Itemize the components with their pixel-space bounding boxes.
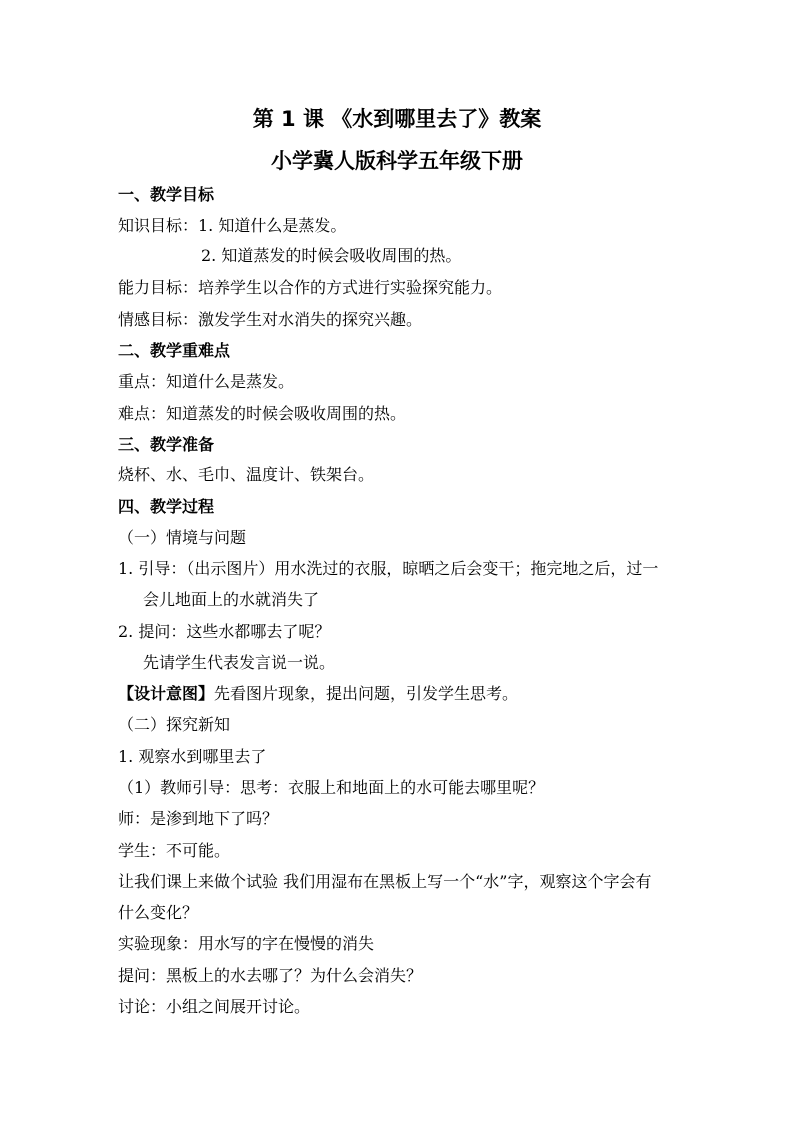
design-intent-label: 【设计意图】 — [118, 684, 215, 703]
paragraph-student-speak: 先请学生代表发言说一说。 — [143, 653, 336, 672]
explore-step-1: 1. 观察水到哪里去了 — [118, 747, 267, 766]
subsection-explore: （二）探究新知 — [118, 715, 231, 734]
experiment-line1: 让我们课上来做个试验 我们用湿布在黑板上写一个“水”字，观察这个字会有 — [118, 872, 652, 891]
section-heading-keypoints: 二、教学重难点 — [118, 341, 231, 360]
page-subtitle: 小学冀人版科学五年级下册 — [271, 149, 523, 173]
explore-teacher-question: 师：是渗到地下了吗？ — [118, 809, 279, 828]
ability-goal: 能力目标：培养学生以合作的方式进行实验探究能力。 — [118, 278, 503, 297]
preparation-items: 烧杯、水、毛巾、温度计、铁架台。 — [118, 465, 375, 484]
section-heading-goals: 一、教学目标 — [118, 185, 215, 204]
experiment-question: 提问：黑板上的水去哪了？为什么会消失？ — [118, 966, 423, 985]
knowledge-goal-1: 知识目标：1. 知道什么是蒸发。 — [118, 216, 347, 235]
explore-teacher-guide: （1）教师引导：思考：衣服上和地面上的水可能去哪里呢？ — [118, 778, 545, 797]
section-heading-preparation: 三、教学准备 — [118, 435, 215, 454]
experiment-phenomenon: 实验现象：用水写的字在慢慢的消失 — [118, 934, 375, 953]
knowledge-goal-2: 2. 知道蒸发的时候会吸收周围的热。 — [201, 246, 462, 265]
section-heading-process: 四、教学过程 — [118, 497, 215, 516]
design-intent-text: 先看图片现象，提出问题，引发学生思考。 — [214, 684, 519, 703]
experiment-discussion: 讨论：小组之间展开讨论。 — [118, 997, 311, 1016]
key-point: 重点：知道什么是蒸发。 — [118, 372, 295, 391]
paragraph-guide-line1: 1. 引导：（出示图片）用水洗过的衣服，晾晒之后会变干；拖完地之后，过一 — [118, 559, 659, 578]
paragraph-guide-line2: 会儿地面上的水就消失了 — [143, 590, 320, 609]
page-title: 第 1 课 《水到哪里去了》教案 — [252, 107, 542, 131]
difficult-point: 难点：知道蒸发的时候会吸收周围的热。 — [118, 404, 407, 423]
experiment-line2: 什么变化？ — [118, 903, 199, 922]
emotion-goal: 情感目标：激发学生对水消失的探究兴趣。 — [118, 310, 423, 329]
explore-student-answer: 学生：不可能。 — [118, 841, 231, 860]
design-intent — [118, 683, 518, 705]
paragraph-question: 2. 提问：这些水都哪去了呢？ — [118, 622, 331, 641]
subsection-scenario: （一）情境与问题 — [118, 528, 247, 547]
